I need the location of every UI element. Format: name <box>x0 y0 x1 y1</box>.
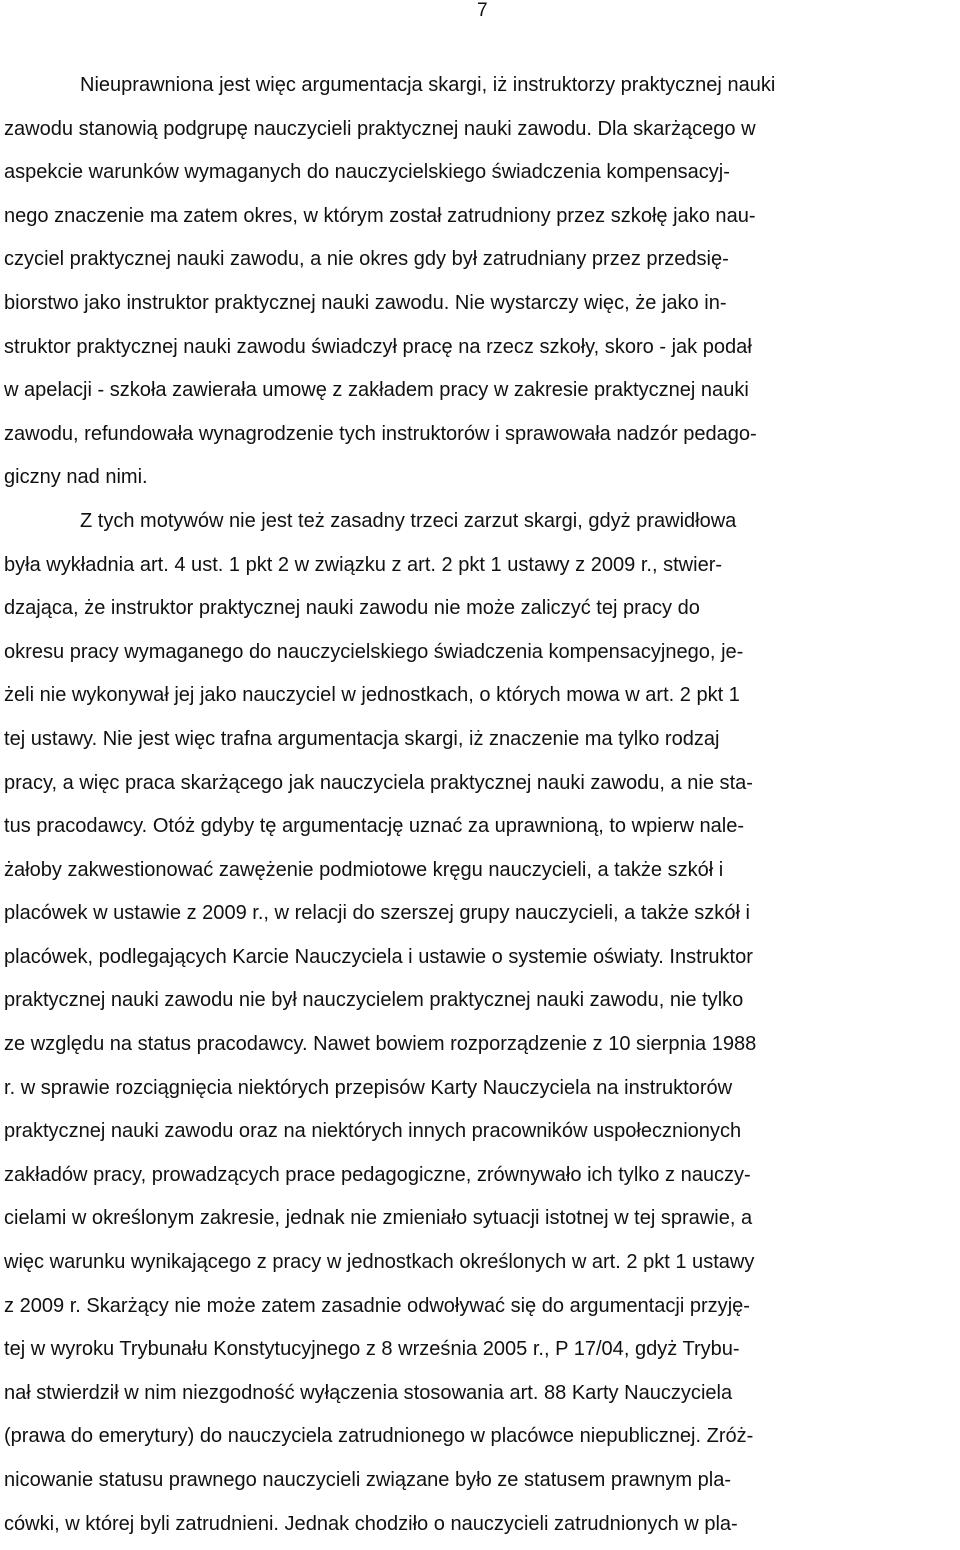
text-line: Nieuprawniona jest więc argumentacja skargi, iż instruktorzy praktycznej nauki <box>80 74 776 96</box>
text-line: dzająca, że instruktor praktycznej nauki zawodu nie może zaliczyć tej pracy do <box>4 597 700 620</box>
text-line: tej w wyroku Trybunału Konstytucyjnego z 8 września 2005 r., P 17/04, gdyż Trybu- <box>4 1338 740 1361</box>
text-line: okresu pracy wymaganego do nauczycielskiego świadczenia kompensacyjnego, je- <box>4 640 744 663</box>
text-line: Z tych motywów nie jest też zasadny trzeci zarzut skargi, gdyż prawidłowa <box>80 509 737 532</box>
text-line: zakładów pracy, prowadzących prace pedagogiczne, zrównywało ich tylko z nauczy- <box>4 1163 751 1186</box>
text-line: cówki, w której byli zatrudnieni. Jednak chodziło o nauczycieli zatrudnionych w pla- <box>4 1512 738 1535</box>
text-line: tus pracodawcy. Otóż gdyby tę argumentację uznać za uprawnioną, to wpierw nale- <box>4 815 745 838</box>
text-line: czyciel praktycznej nauki zawodu, a nie okres gdy był zatrudniany przez przedsię- <box>4 248 729 271</box>
text-line: nicowanie statusu prawnego nauczycieli związane było ze statusem prawnym pla- <box>4 1469 732 1491</box>
text-line: struktor praktycznej nauki zawodu świadczył pracę na rzecz szkoły, skoro - jak podał <box>4 335 752 358</box>
text-line: (prawa do emerytury) do nauczyciela zatrudnionego w placówce niepublicznej. Zróż- <box>4 1425 754 1448</box>
text-line: tej ustawy. Nie jest więc trafna argumentacja skargi, iż znaczenie ma tylko rodzaj <box>4 727 720 750</box>
text-line: z 2009 r. Skarżący nie może zatem zasadnie odwoływać się do argumentacji przyję- <box>4 1294 750 1317</box>
text-line: żeli nie wykonywał jej jako nauczyciel w jednostkach, o których mowa w art. 2 pkt 1 <box>4 684 740 707</box>
text-line: zawodu, refundowała wynagrodzenie tych instruktorów i sprawowała nadzór pedago- <box>4 422 757 445</box>
text-line: nego znaczenie ma zatem okres, w którym został zatrudniony przez szkołę jako nau- <box>4 204 756 227</box>
text-line: placówek, podlegających Karcie Nauczyciela i ustawie o systemie oświaty. Instruktor <box>4 945 753 968</box>
text-line: placówek w ustawie z 2009 r., w relacji do szerszej grupy nauczycieli, a także szkół i <box>4 902 750 925</box>
text-line: giczny nad nimi. <box>4 466 148 489</box>
text-line: zawodu stanowią podgrupę nauczycieli praktycznej nauki zawodu. Dla skarżącego w <box>4 117 756 140</box>
text-line: ze względu na status pracodawcy. Nawet bowiem rozporządzenie z 10 sierpnia 1988 <box>4 1033 757 1056</box>
text-line: więc warunku wynikającego z pracy w jednostkach określonych w art. 2 pkt 1 ustawy <box>4 1251 755 1274</box>
text-line: żałoby zakwestionować zawężenie podmiotowe kręgu nauczycieli, a także szkół i <box>4 858 724 881</box>
text-line: praktycznej nauki zawodu nie był nauczycielem praktycznej nauki zawodu, nie tylko <box>4 989 744 1012</box>
text-line: praktycznej nauki zawodu oraz na niektórych innych pracowników uspołecznionych <box>4 1120 742 1143</box>
text-line: pracy, a więc praca skarżącego jak nauczyciela praktycznej nauki zawodu, a nie sta- <box>4 771 753 794</box>
document-body-text <box>4 64 960 1546</box>
page-number: 7 <box>477 0 488 21</box>
text-line: nał stwierdził w nim niezgodność wyłączenia stosowania art. 88 Karty Nauczyciela <box>4 1381 733 1404</box>
text-line: w apelacji - szkoła zawierała umowę z zakładem pracy w zakresie praktycznej nauki <box>4 379 749 402</box>
text-line: r. w sprawie rozciągnięcia niektórych przepisów Karty Nauczyciela na instruktorów <box>4 1076 733 1099</box>
text-line: cielami w określonym zakresie, jednak nie zmieniało sytuacji istotnej w tej sprawie, a <box>4 1207 753 1230</box>
text-line: biorstwo jako instruktor praktycznej nauki zawodu. Nie wystarczy więc, że jako in- <box>4 291 727 314</box>
text-line: była wykładnia art. 4 ust. 1 pkt 2 w związku z art. 2 pkt 1 ustawy z 2009 r., stwier- <box>4 553 723 576</box>
text-line: aspekcie warunków wymaganych do nauczycielskiego świadczenia kompensacyj- <box>4 161 730 184</box>
